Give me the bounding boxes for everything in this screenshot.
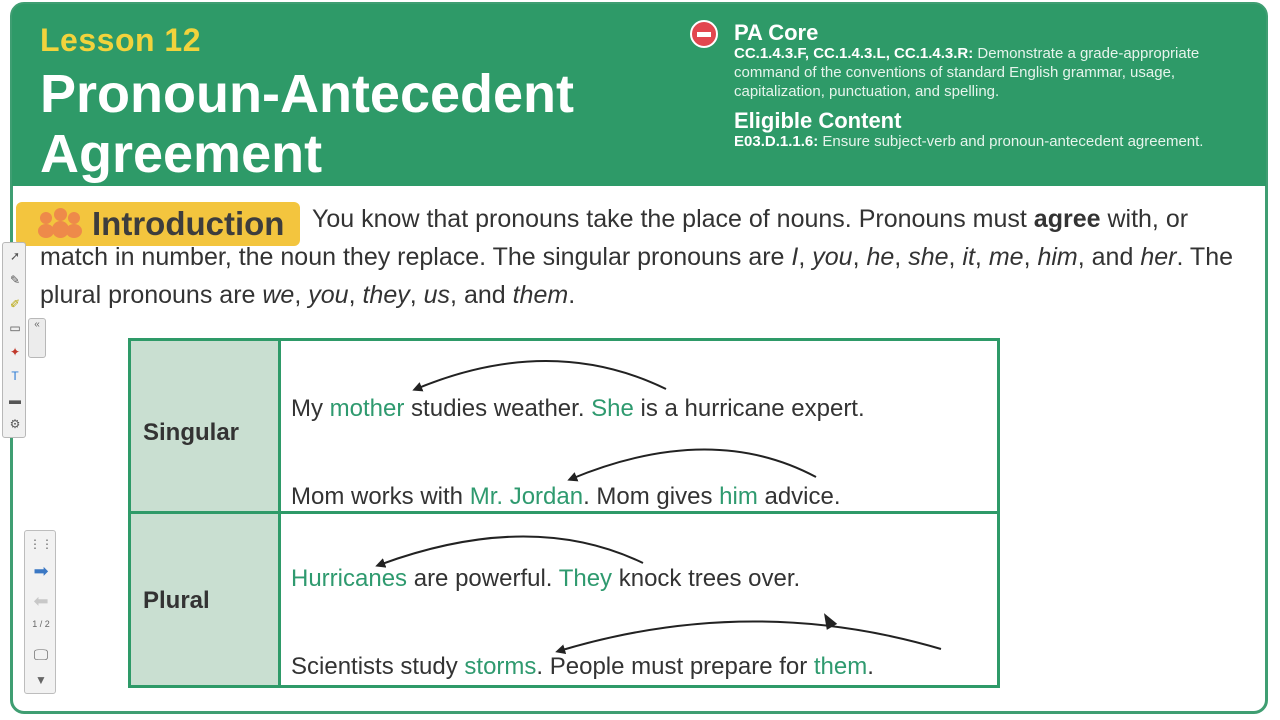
arrow-they-hurricanes: [379, 536, 643, 565]
examples-table: [128, 338, 1000, 688]
previous-page-icon[interactable]: ⬅: [33, 591, 49, 611]
eligible-content-text: [734, 132, 1244, 151]
arrow-them-storms: [559, 621, 941, 651]
sentence-plural-2: Scientists study storms. People must prepare for them.: [291, 653, 874, 680]
select-pointer-icon[interactable]: ➚: [9, 249, 21, 263]
highlighter-icon[interactable]: ✐: [9, 297, 21, 311]
chevron-down-icon[interactable]: ▼: [35, 673, 47, 687]
antecedent-arrows: [131, 341, 997, 685]
eligible-content-title: Eligible Content: [734, 108, 902, 133]
sentence-plural-1: Hurricanes are powerful. They knock trees over.: [291, 565, 801, 592]
keyword-agree: agree: [1033, 205, 1101, 233]
introduction-label: Introduction: [92, 205, 285, 242]
pa-core-title: PA Core: [734, 20, 819, 45]
eligible-content-code: E03.D.1.1.6:: [734, 133, 819, 150]
page-navigator: [24, 530, 56, 694]
pa-core-description: Demonstrate a grade-appropriate command of the conventions of standard English grammar, usage, capitalization, punctuation, and spelling.: [734, 45, 1200, 100]
settings-icon[interactable]: ⚙: [9, 417, 21, 431]
text-tool-icon[interactable]: T: [11, 369, 19, 383]
arrow-him-mrjordan: [571, 449, 816, 479]
eligible-content-description: Ensure subject-verb and pronoun-antecedent agreement.: [822, 133, 1204, 150]
lesson-title: Pronoun-Antecedent Agreement: [40, 64, 574, 184]
annotation-toolbar: [2, 242, 26, 438]
display-icon[interactable]: 🖵: [33, 647, 49, 664]
pa-core-codes: CC.1.4.3.F, CC.1.4.3.L, CC.1.4.3.R:: [734, 45, 974, 62]
lesson-number: Lesson 12: [40, 22, 202, 58]
pa-core-icon: [690, 20, 718, 48]
page-indicator: 1 / 2: [32, 619, 50, 629]
plural-label: Plural: [143, 587, 210, 614]
grid-handle-icon[interactable]: ⋮⋮: [29, 537, 53, 551]
next-page-icon[interactable]: ➡: [33, 561, 49, 581]
shape-icon[interactable]: ✦: [9, 345, 21, 359]
line-tool-icon[interactable]: ▬: [9, 393, 21, 407]
arrow-she-mother: [416, 361, 666, 389]
toolbar-collapse-handle[interactable]: «: [28, 318, 46, 358]
sentence-singular-1: My mother studies weather. She is a hurricane expert.: [291, 395, 865, 422]
singular-label: Singular: [143, 419, 240, 446]
introduction-paragraph: You know that pronouns take the place of nouns. Pronouns must agree with, or match in number, the noun they replace. The singular pronouns are I, you, he, she, it, me, him, and her. The plural pronouns are we, you, they, us, and them.: [40, 205, 1234, 309]
eraser-icon[interactable]: ▭: [9, 321, 21, 335]
pen-icon[interactable]: ✎: [9, 273, 21, 287]
pa-core-standards: [734, 44, 1244, 101]
sentence-singular-2: Mom works with Mr. Jordan. Mom gives him advice.: [291, 483, 841, 510]
